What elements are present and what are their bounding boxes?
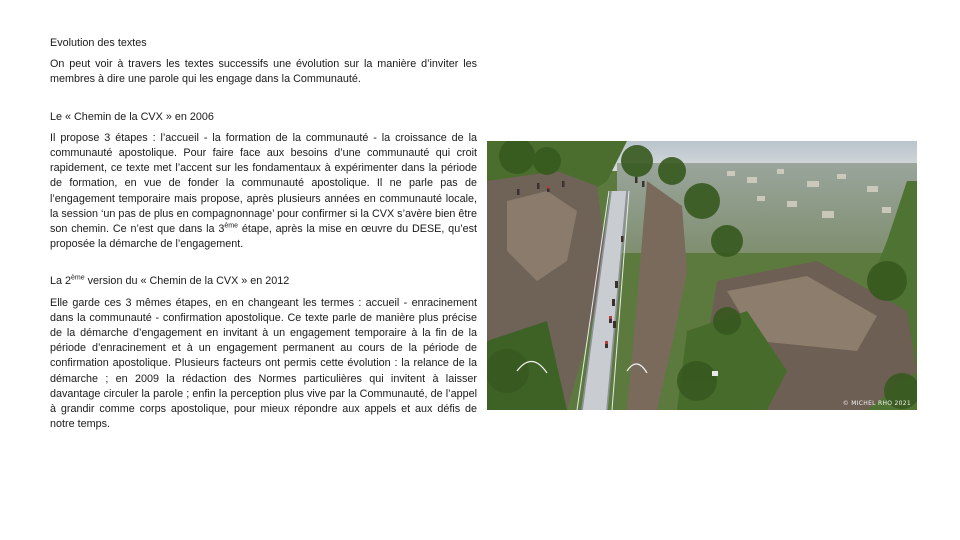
section2-heading-superscript: ème xyxy=(71,274,85,282)
section2-body: Elle garde ces 3 mêmes étapes, en en changeant les termes : accueil - enracinement dans la communauté - confirmation apostolique. Ce texte parle de manière plus précise de la démarche d’engagement en invitant à un engagement temporaire à la fin de la période d’enracinement et à un engagement permanent au cours de la période de confirmation apostolique. Plusieurs facteurs ont permis cette évolution : la relance de la démarche ; en 2009 la rédaction des Normes particulières qui invitent à laisser davantage circuler la parole ; enfin la perception plus vive par la Communauté, de l’appel à grandir comme corps apostolique, pour mieux répondre aux appels et aux défis de notre temps. xyxy=(50,296,477,431)
photo-illustration xyxy=(487,141,917,410)
section1-body xyxy=(50,131,477,253)
section2-heading-text-end: version du « Chemin de la CVX » en 2012 xyxy=(84,275,290,288)
intro-paragraph: On peut voir à travers les textes successifs une évolution sur la manière d’inviter les membres à dire une parole qui les engage dans la Communauté. xyxy=(50,58,477,86)
section1-heading: Le « Chemin de la CVX » en 2006 xyxy=(50,110,214,123)
page-title: Evolution des textes xyxy=(50,37,147,49)
section2-heading-text: La 2 xyxy=(50,275,72,288)
section2-heading xyxy=(50,274,477,289)
section1-body-text: Il propose 3 étapes : l’accueil - la formation de la communauté - la croissance de la communauté apostolique. Pour faire face aux besoins d’une communauté qui croit rapidement, ce texte met l’accent sur les fondamentaux à expérimenter dans la période de formation, en vue de fonder la communauté apostolique. Il ne parle pas de l’engagement temporaire mais propose, après plusieurs années en communauté locale, la session ‘un pas de plus en compagnonnage’ pour confirmer si la CVX s’avère bien être son chemin. Ce n’est que dans la 3 xyxy=(50,131,477,236)
text-column xyxy=(50,36,477,432)
section1-body-text-end: étape, après la mise en œuvre du DESE, qu’est proposée la démarche de l’engagement. xyxy=(50,223,477,251)
suspension-bridge-photo xyxy=(487,141,917,410)
photo-credit: © MICHEL RHO 2021 xyxy=(842,400,911,407)
section1-superscript: ème xyxy=(224,222,238,230)
